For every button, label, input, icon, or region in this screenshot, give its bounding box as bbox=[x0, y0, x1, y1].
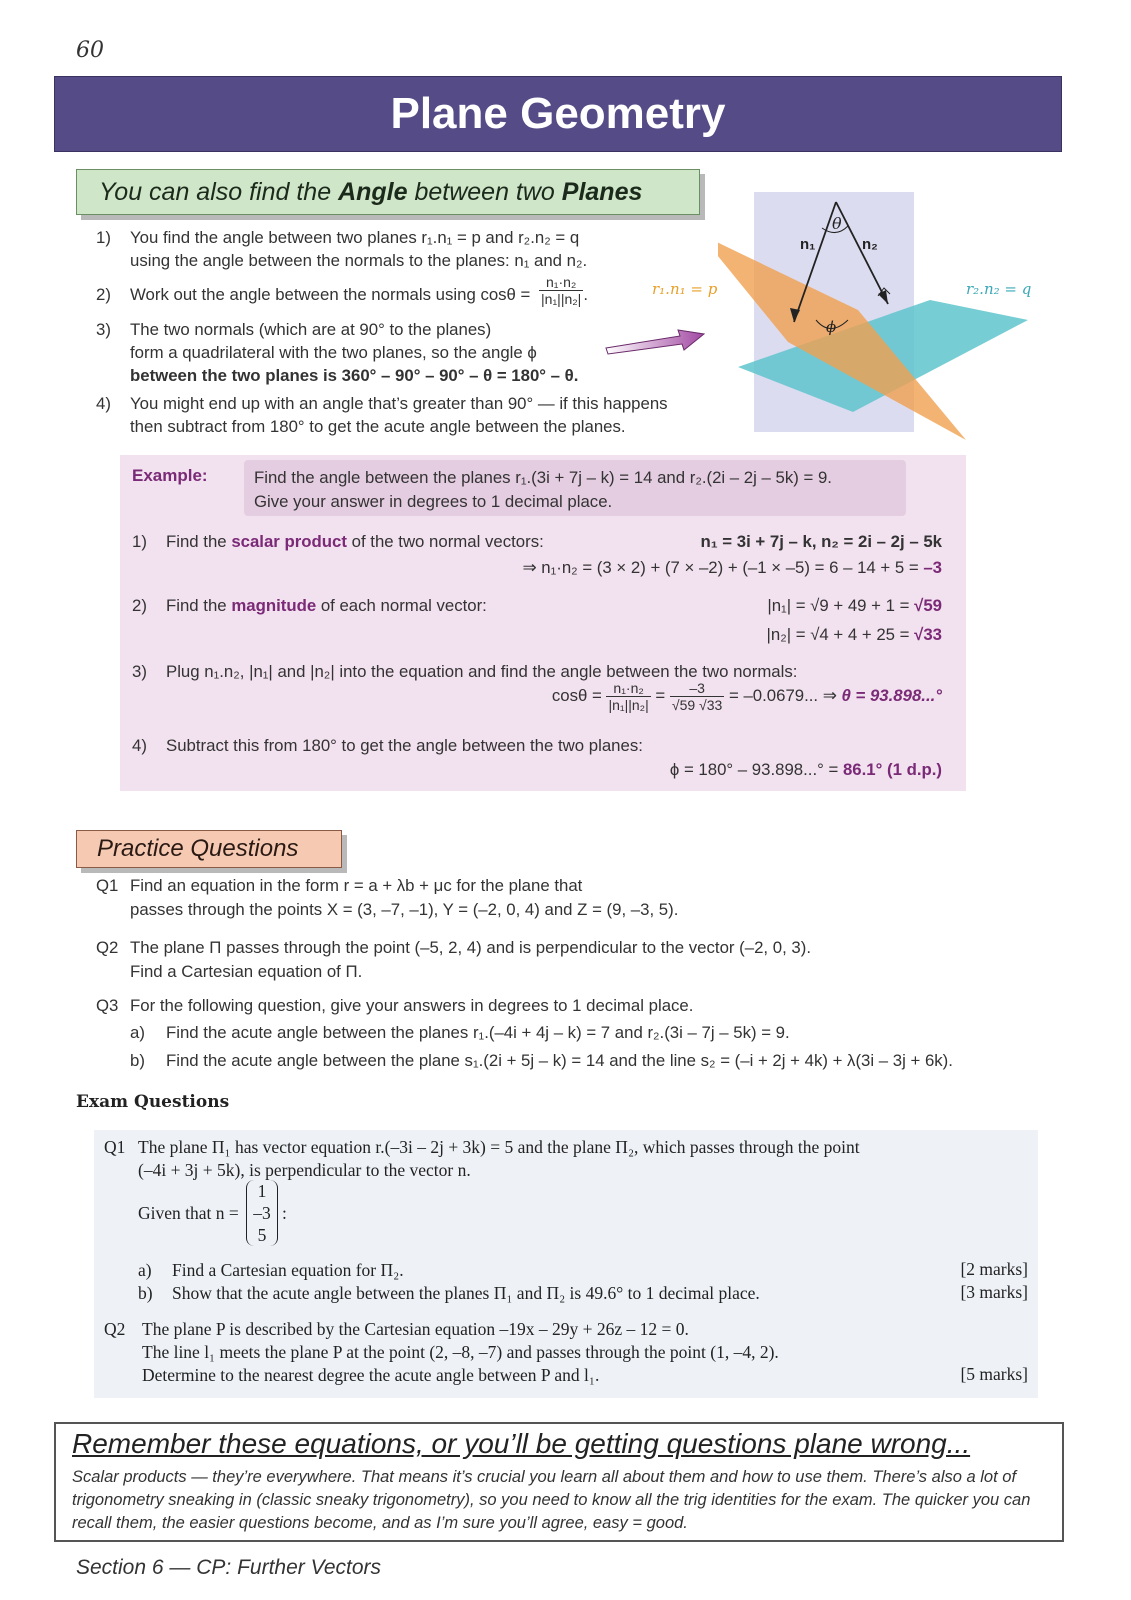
magnitude-n2-calc: |n₂| = √4 + 4 + 25 = bbox=[766, 625, 915, 644]
step-1 bbox=[96, 226, 716, 274]
magnitude-n1-result: √59 bbox=[914, 596, 942, 615]
question-number: Q2 bbox=[104, 1319, 126, 1339]
normal-vectors: n₁ = 3i + 7j – k, n₂ = 2i – 2j – 5k bbox=[700, 532, 942, 551]
example-step-4 bbox=[132, 734, 952, 786]
question-number: Q1 bbox=[104, 1137, 126, 1157]
question-text: The line l₁ meets the plane P at the point (2, –8, –7) and passes through the point (1, –4, 2). bbox=[142, 1342, 779, 1362]
question-text: For the following question, give your answers in degrees to 1 decimal place. bbox=[130, 996, 694, 1015]
pointer-arrow-icon bbox=[600, 328, 710, 364]
fraction-numerator: –3 bbox=[670, 680, 724, 697]
magnitude-n2-result: √33 bbox=[914, 625, 942, 644]
question-number: Q2 bbox=[96, 938, 119, 957]
step-text: of the two normal vectors: bbox=[346, 532, 544, 551]
vector-n bbox=[246, 1180, 278, 1246]
step-text: You find the angle between two planes r₁.n₁ = p and r₂.n₂ = q bbox=[130, 228, 580, 247]
marks-q1b: [3 marks] bbox=[960, 1282, 1028, 1302]
vector-entry: –3 bbox=[253, 1203, 271, 1223]
step-text: of each normal vector: bbox=[316, 596, 487, 615]
theta-result: θ = 93.898...° bbox=[841, 685, 942, 705]
section-heading bbox=[77, 170, 699, 214]
step-4 bbox=[96, 392, 736, 440]
part-label: b) bbox=[130, 1051, 145, 1070]
plane1-label: r₁.n₁ = p bbox=[652, 280, 718, 298]
n2-label: n₂ bbox=[862, 236, 878, 253]
normals-fraction bbox=[606, 680, 650, 713]
exam-heading: Exam Questions bbox=[76, 1092, 230, 1112]
colon: : bbox=[282, 1203, 287, 1223]
example-question-line: Find the angle between the planes r₁.(3i + 7j – k) = 14 and r₂.(2i – 2j – 5k) = 9. bbox=[254, 468, 832, 487]
example-step-2 bbox=[132, 594, 952, 646]
normal-angle-fraction bbox=[539, 274, 583, 307]
step-text: Subtract this from 180° to get the angle between the two planes: bbox=[166, 736, 643, 755]
equals-sign: = bbox=[655, 685, 666, 705]
phi-result: 86.1° (1 d.p.) bbox=[842, 760, 942, 779]
question-number: Q3 bbox=[96, 996, 119, 1015]
question-text: The plane P is described by the Cartesian equation –19x – 29y + 26z – 12 = 0. bbox=[142, 1319, 689, 1339]
heading-bold-angle: Angle bbox=[338, 178, 408, 206]
question-text: The plane Π₁ has vector equation r.(–3i – 2j + 3k) = 5 and the plane Π₂, which passes through the point bbox=[138, 1137, 860, 1157]
phi-label: ϕ bbox=[826, 318, 837, 336]
scalar-product-result: –3 bbox=[923, 558, 942, 577]
plane-angle-diagram bbox=[718, 192, 1058, 450]
step-text: then subtract from 180° to get the acute angle between the planes. bbox=[130, 417, 626, 436]
remember-title: Remember these equations, or you’ll be getting questions plane wrong... bbox=[72, 1428, 971, 1459]
step-text: You might end up with an angle that’s greater than 90° — if this happens bbox=[130, 394, 668, 413]
given-text: Given that n = bbox=[138, 1203, 239, 1223]
values-fraction bbox=[670, 680, 724, 713]
heading-part: between two bbox=[407, 178, 562, 206]
example-step-3 bbox=[132, 660, 952, 720]
fraction-denominator: |n₁||n₂| bbox=[608, 697, 649, 713]
example-label: Example: bbox=[132, 466, 208, 485]
fraction-numerator: n₁·n₂ bbox=[606, 680, 650, 697]
keyword-scalar-product: scalar product bbox=[231, 532, 347, 551]
question-text: Find an equation in the form r = a + λb + μc for the plane that bbox=[130, 876, 583, 895]
n1-label: n₁ bbox=[800, 236, 816, 253]
heading-part: You can also find the bbox=[99, 178, 339, 206]
question-text: Find the acute angle between the plane s₁.(2i + 5j – k) = 14 and the line s₂ = (–i + 2j + 4k) + λ(3i – 3j + 6k). bbox=[166, 1051, 953, 1070]
question-text: (–4i + 3j + 5k), is perpendicular to the vector n. bbox=[138, 1160, 471, 1180]
plane2-label: r₂.n₂ = q bbox=[966, 280, 1032, 298]
example-question-box bbox=[244, 460, 906, 516]
step-number: 2) bbox=[96, 285, 111, 304]
question-text: Determine to the nearest degree the acute angle between P and l₁. bbox=[142, 1365, 600, 1385]
practice-heading: Practice Questions bbox=[97, 835, 299, 862]
part-label: b) bbox=[138, 1283, 153, 1303]
step-text: form a quadrilateral with the two planes, so the angle ϕ bbox=[130, 343, 537, 362]
theta-label: θ bbox=[832, 214, 842, 233]
step-text: using the angle between the normals to the planes: n₁ and n₂. bbox=[130, 251, 588, 270]
question-text: Find the acute angle between the planes r₁.(–4i + 4j – k) = 7 and r₂.(3i – 7j – 5k) = 9. bbox=[166, 1023, 790, 1042]
question-text: passes through the points X = (3, –7, –1), Y = (–2, 0, 4) and Z = (9, –3, 5). bbox=[130, 900, 679, 919]
heading-bold-planes: Planes bbox=[561, 178, 643, 206]
question-text: Show that the acute angle between the planes Π₁ and Π₂ is 49.6° to 1 decimal place. bbox=[172, 1283, 760, 1303]
vector-entry: 5 bbox=[257, 1225, 267, 1245]
phi-calc: ϕ = 180° – 93.898...° = bbox=[669, 760, 843, 779]
example-step-1 bbox=[132, 530, 952, 582]
step-number: 3) bbox=[96, 320, 111, 339]
cos-theta-label: cosθ = bbox=[551, 685, 602, 705]
step-2: 2) Work out the angle between the normals using cosθ = $\frac{\text{n₁·n₂}}{\text{|n₁||n₂|}}$ . bbox=[96, 274, 588, 308]
title-banner bbox=[54, 76, 1062, 152]
part-label: a) bbox=[138, 1260, 152, 1280]
marks-q1a: [2 marks] bbox=[960, 1259, 1028, 1279]
step-text: Find the bbox=[166, 596, 232, 615]
page-title: Plane Geometry bbox=[390, 89, 726, 138]
scalar-product-calc: ⇒ n₁·n₂ = (3 × 2) + (7 × –2) + (–1 × –5) = 6 – 14 + 5 = bbox=[522, 558, 924, 577]
part-label: a) bbox=[130, 1023, 145, 1042]
remember-body: Scalar products — they’re everywhere. That means it’s crucial you learn all about them and how to use them. There’s also a lot of trigonometry sneaking in (classic sneaky trigonometry), so you need to know all the trig identities for the exam. The quicker you can recall them, the easier questions become, and as I’m sure you’ll agree, easy = good. bbox=[72, 1468, 1031, 1532]
fraction-denominator: |n₁||n₂| bbox=[541, 291, 582, 308]
step-text: between the two planes is 360° – 90° – 90° – θ = 180° – θ. bbox=[130, 366, 579, 385]
section-footer: Section 6 — CP: Further Vectors bbox=[76, 1556, 382, 1579]
page-number: 60 bbox=[76, 38, 104, 63]
keyword-magnitude: magnitude bbox=[231, 596, 317, 615]
step-text: Find the bbox=[166, 532, 232, 551]
vector-entry: 1 bbox=[257, 1181, 267, 1201]
question-number: Q1 bbox=[96, 876, 119, 895]
step-number: 2) bbox=[132, 596, 147, 615]
fraction-numerator: n₁·n₂ bbox=[539, 274, 583, 291]
step-text: Plug n₁.n₂, |n₁| and |n₂| into the equation and find the angle between the two normals: bbox=[166, 662, 798, 681]
step-number: 4) bbox=[132, 736, 147, 755]
step-number: 3) bbox=[132, 662, 147, 681]
step-text: The two normals (which are at 90° to the planes) bbox=[130, 320, 492, 339]
example-question-line: Give your answer in degrees to 1 decimal place. bbox=[254, 492, 613, 511]
marks-q2: [5 marks] bbox=[960, 1364, 1028, 1384]
fraction-denominator: √59 √33 bbox=[671, 697, 723, 713]
question-text: Find a Cartesian equation of Π. bbox=[130, 962, 363, 981]
step-text: Work out the angle between the normals using cosθ = bbox=[130, 285, 531, 304]
step-number: 4) bbox=[96, 394, 111, 413]
magnitude-n1-calc: |n₁| = √9 + 49 + 1 = bbox=[767, 596, 915, 615]
section-heading-box bbox=[76, 169, 700, 215]
practice-heading-box bbox=[76, 830, 342, 868]
step-number: 1) bbox=[132, 532, 147, 551]
question-text: Find a Cartesian equation for Π₂. bbox=[172, 1260, 404, 1280]
question-text: The plane Π passes through the point (–5, 2, 4) and is perpendicular to the vector (–2, 0, 3). bbox=[130, 938, 811, 957]
cos-approx: = –0.0679... ⇒ bbox=[728, 685, 842, 705]
step-number: 1) bbox=[96, 228, 111, 247]
